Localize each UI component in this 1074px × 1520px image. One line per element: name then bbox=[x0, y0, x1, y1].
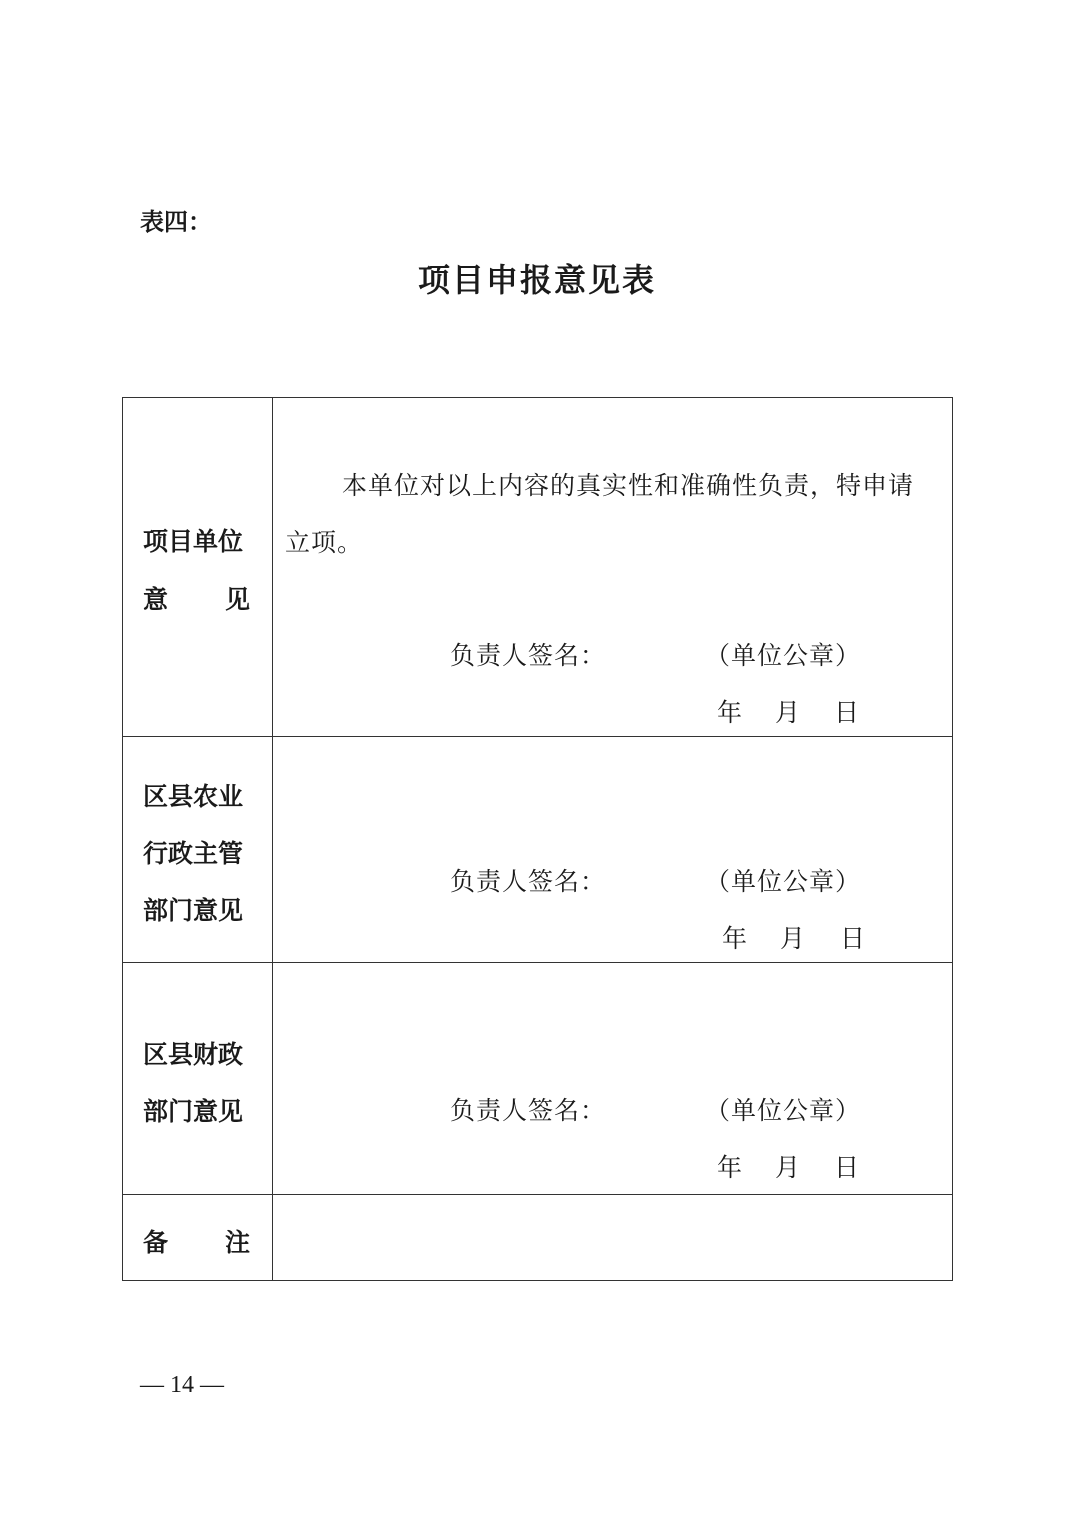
seal-label: （单位公章） bbox=[705, 867, 862, 896]
row-label-line: 行政主管 bbox=[143, 839, 244, 868]
row-divider-2 bbox=[122, 962, 953, 963]
row-label-line: 区县农业 bbox=[143, 782, 244, 811]
row-label-char: 注 bbox=[225, 1228, 251, 1257]
seal-label: （单位公章） bbox=[705, 641, 862, 670]
row-label-char: 备 bbox=[143, 1228, 169, 1257]
date-year: 年 bbox=[717, 698, 744, 727]
date-month: 月 bbox=[775, 1153, 802, 1182]
date-month: 月 bbox=[780, 924, 807, 953]
page-number: — 14 — bbox=[140, 1372, 224, 1398]
remarks-field bbox=[285, 1205, 940, 1270]
table-border-bottom bbox=[122, 1280, 953, 1281]
row-divider-3 bbox=[122, 1194, 953, 1195]
table-label: 表四： bbox=[140, 208, 212, 236]
date-year: 年 bbox=[717, 1153, 744, 1182]
row-label-char: 见 bbox=[225, 585, 251, 614]
statement-line: 本单位对以上内容的真实性和准确性负责，特申请 bbox=[342, 471, 915, 500]
signature-label: 负责人签名： bbox=[450, 1096, 607, 1125]
statement-line: 立项。 bbox=[285, 528, 364, 557]
date-year: 年 bbox=[722, 924, 749, 953]
date-day: 日 bbox=[834, 1153, 861, 1182]
row-label-line: 部门意见 bbox=[143, 896, 244, 925]
table-border-left bbox=[122, 397, 123, 1281]
table-border-top bbox=[122, 397, 953, 398]
table-border-right bbox=[952, 397, 953, 1281]
column-divider bbox=[272, 397, 273, 1281]
row-label-char: 意 bbox=[143, 585, 169, 614]
date-month: 月 bbox=[775, 698, 802, 727]
seal-label: （单位公章） bbox=[705, 1096, 862, 1125]
row-label-line: 项目单位 bbox=[143, 527, 244, 556]
row-divider-1 bbox=[122, 736, 953, 737]
date-day: 日 bbox=[834, 698, 861, 727]
page-title: 项目申报意见表 bbox=[417, 261, 656, 299]
row-label-line: 区县财政 bbox=[143, 1040, 244, 1069]
row-label-line: 部门意见 bbox=[143, 1097, 244, 1126]
signature-label: 负责人签名： bbox=[450, 641, 607, 670]
date-day: 日 bbox=[840, 924, 867, 953]
signature-label: 负责人签名： bbox=[450, 867, 607, 896]
